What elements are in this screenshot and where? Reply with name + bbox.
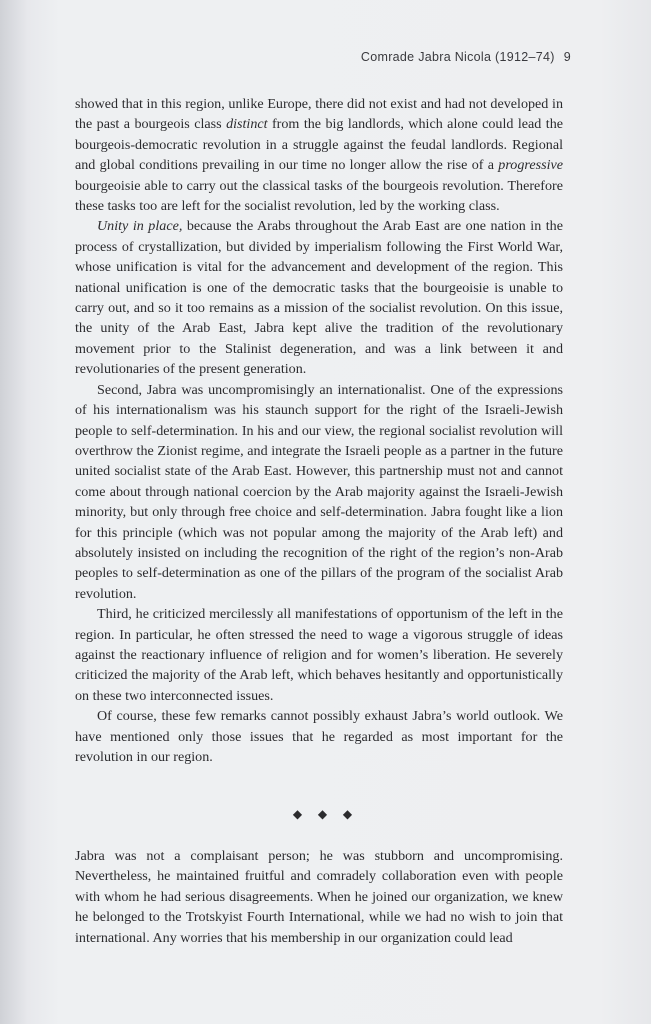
paragraph-1-text-c: bourgeoisie able to carry out the classical tasks of the bourgeois revolution. Therefore these tasks too are left for the socialist revolution, led by the working class.: [75, 177, 563, 215]
paragraph-5: Of course, these few remarks cannot possibly exhaust Jabra’s world outlook. We have mentioned only those issues that he regarded as most important for the revolution in our region.: [75, 708, 563, 765]
paragraph-4: Third, he criticized mercilessly all manifestations of opportunism of the left in the region. In particular, he often stressed the need to wage a vigorous struggle of ideas against the reactionary influence of religion and for women’s liberation. He severely criticized the majority of the Arab left, which behaves hesitantly and opportunistically on these two interconnected issues.: [75, 606, 563, 704]
paragraph-6: Jabra was not a complaisant person; he was stubborn and uncompromising. Nevertheless, he maintained fruitful and comradely collaboration even with people with whom he had serious disagreements. When he joined our organization, we knew he belonged to the Trotskyist Fourth International, while we had no wish to join that international. Any worries that his membership in our organization could lead: [75, 848, 563, 946]
emphasis-distinct: distinct: [226, 116, 268, 133]
paragraph-1: [75, 94, 563, 216]
running-header: [361, 50, 571, 64]
body-text-main: [75, 94, 563, 767]
body-text-new-section: [75, 846, 563, 948]
paragraph-2: [75, 216, 563, 379]
emphasis-unity-in-place: Unity in place,: [97, 218, 183, 235]
running-title: Comrade Jabra Nicola (1912–74): [360, 50, 555, 64]
paragraph-1-text-b: from the big landlords, which alone could lead the bourgeois-democratic revolution in a struggle against the feudal landlords. Regional and global conditions prevailing in our time no longer allow the rise of a: [75, 116, 563, 174]
paragraph-1-text-a: showed that in this region, unlike Europe, there did not exist and had not developed in the past a bourgeois class: [75, 96, 563, 133]
section-break-ornament: ◆ ◆ ◆: [292, 807, 359, 821]
page-number: 9: [563, 50, 571, 64]
paragraph-2-text: because the Arabs throughout the Arab East are one nation in the process of crystallization, but divided by imperialism following the First World War, whose unification is vital for the advancement and development of the region. This national unification is one of the democratic tasks that the bourgeoisie is unable to carry out, and so it too remains as a mission of the socialist revolution. On this issue, the unity of the Arab East, Jabra kept alive the tradition of the revolutionary movement prior to the Stalinist degeneration, and was a link between it and revolutionaries of the present generation.: [75, 218, 563, 378]
paragraph-3: Second, Jabra was uncompromisingly an internationalist. One of the expressions of his internationalism was his staunch support for the right of the Israeli-Jewish people to self-determination. In his and our view, the regional socialist revolution will overthrow the Zionist regime, and integrate the Israeli people as a partner in the future united socialist state of the Arab East. However, this partnership must not and cannot come about through national coercion by the Arab majority against the Israeli-Jewish minority, but only through free choice and self-determination. Jabra fought like a lion for this principle (which was not popular among the majority of the Arab left) and absolutely insisted on including the recognition of the right of the region’s non-Arab peoples to self-determination as one of the pillars of the program of the socialist Arab revolution.: [75, 381, 563, 602]
emphasis-progressive: progressive: [498, 157, 563, 174]
